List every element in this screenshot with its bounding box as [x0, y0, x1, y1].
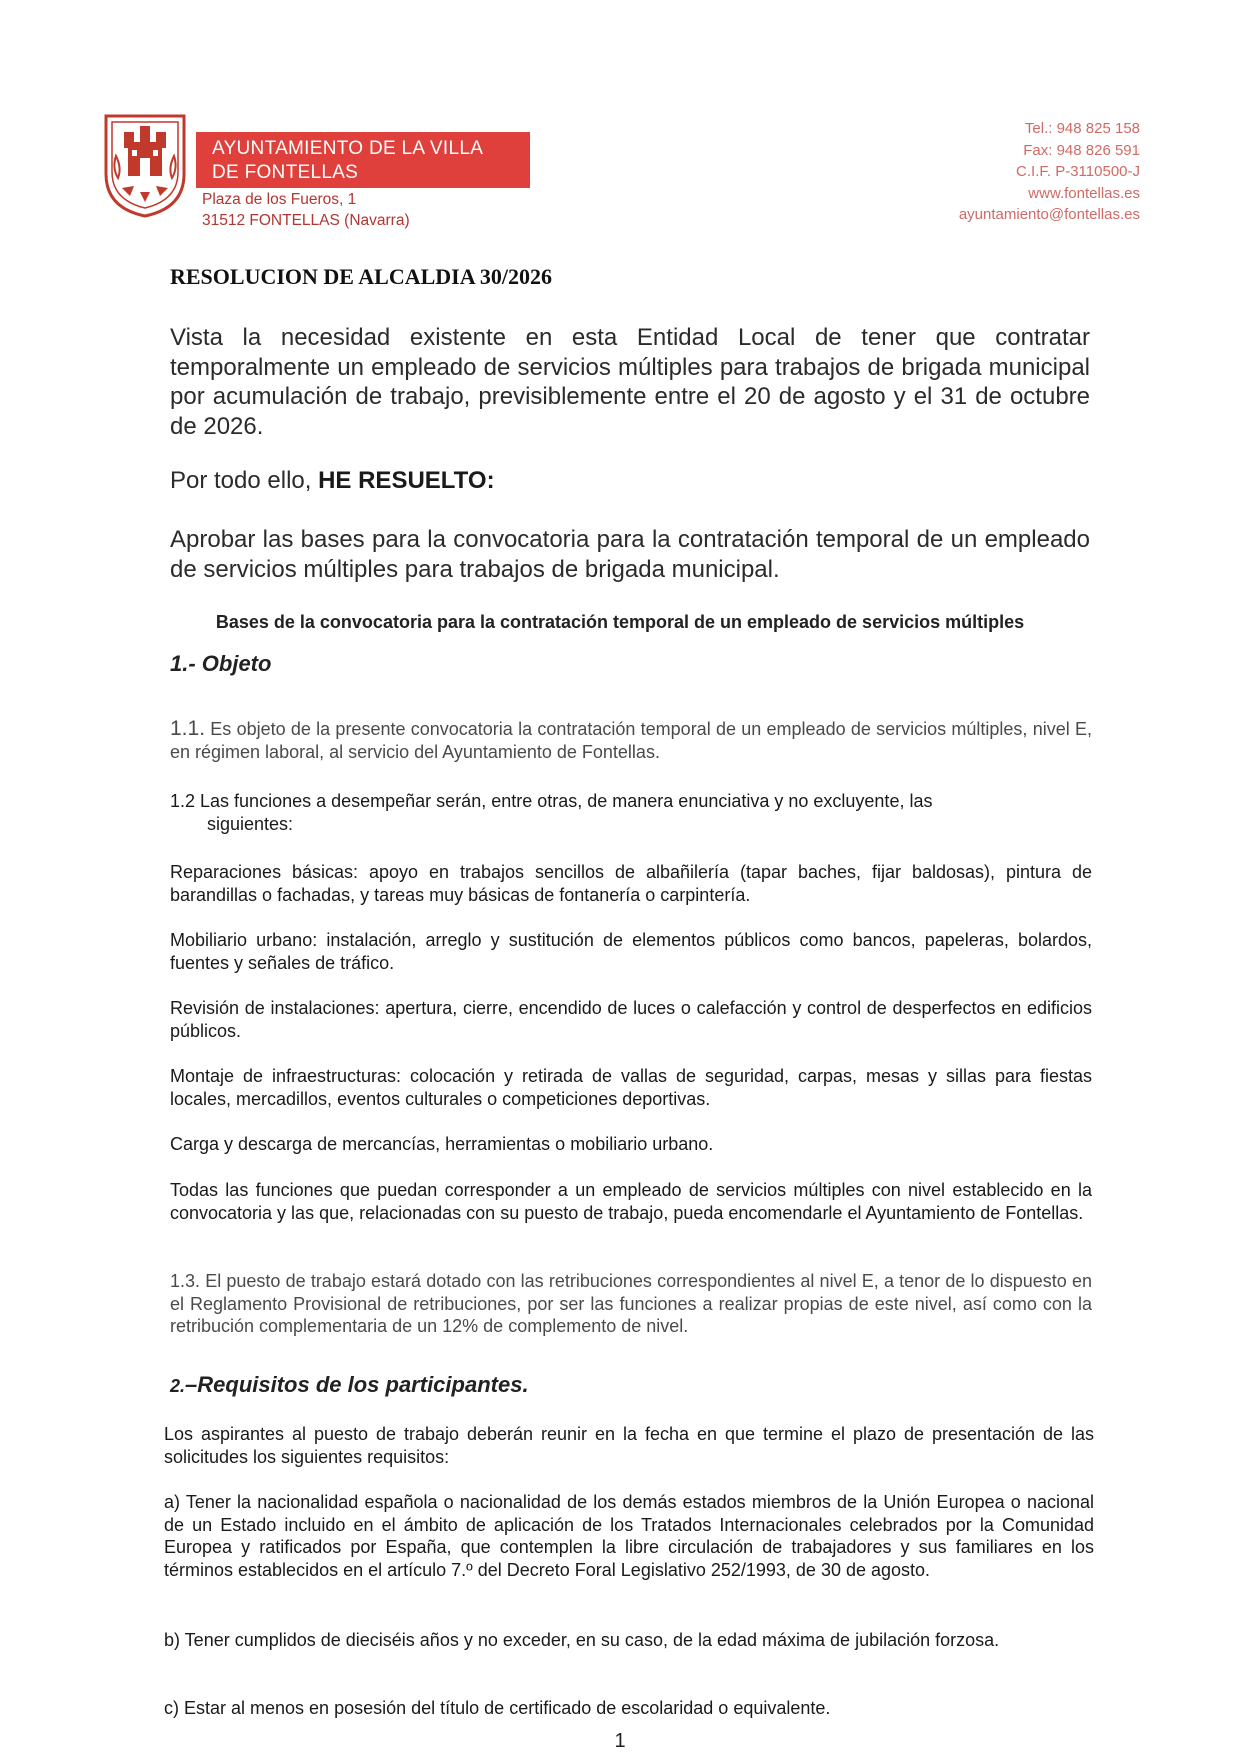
- email-link[interactable]: ayuntamiento@fontellas.es: [958, 206, 1140, 223]
- function-carga: Carga y descarga de mercancías, herramientas o mobiliario urbano.: [170, 1134, 714, 1154]
- function-revision: Revisión de instalaciones: apertura, cierre, encendido de luces o calefacción y control de desperfectos en edificios públicos.: [170, 998, 1092, 1041]
- function-montaje: Montaje de infraestructuras: colocación y retirada de vallas de seguridad, carpas, mesas y sillas para fiestas locales, mercadillos, eventos culturales o competiciones deportivas.: [170, 1066, 1092, 1109]
- intro-paragraph: Vista la necesidad existente en esta Entidad Local de tener que contratar temporalmente un empleado de servicios múltiples para trabajos de brigada municipal por acumulación de trabajo, previsiblemente entre el 20 de agosto y el 31 de octubre de 2026.: [170, 324, 1090, 440]
- org-name-line1: AYUNTAMIENTO DE LA VILLA: [212, 138, 484, 159]
- clause-1-2-line2: siguientes:: [207, 813, 294, 834]
- clause-1-2-line1: 1.2 Las funciones a desempeñar serán, entre otras, de manera enunciativa y no excluyente, las: [170, 791, 933, 811]
- org-banner: [196, 132, 530, 188]
- clause-1-1-text: Es objeto de la presente convocatoria la contratación temporal de un empleado de servicios múltiples, nivel E, en régimen laboral, al servicio del Ayuntamiento de Fontellas.: [170, 719, 1092, 762]
- requirement-a: a) Tener la nacionalidad española o nacionalidad de los demás estados miembros de la Unión Europea o nacional de un Estado incluido en el ámbito de aplicación de los Tratados Internacionales celebrados por la Comunidad Europea y ratificados por España, que contemplen la libre circulación de trabajadores y sus familiares en los términos establecidos en el artículo 7.º del Decreto Foral Legislativo 252/1993, de 30 de agosto.: [164, 1492, 1094, 1581]
- requirement-c: c) Estar al menos en posesión del título de certificado de escolaridad o equivalente.: [164, 1698, 831, 1718]
- fax: Fax: 948 826 591: [1023, 141, 1140, 159]
- phone: Tel.: 948 825 158: [1024, 120, 1140, 137]
- clause-1-1: [170, 718, 1092, 763]
- section2-heading-number: 2.: [170, 1376, 186, 1396]
- website-link[interactable]: www.fontellas.es: [1028, 184, 1140, 202]
- bases-title: Bases de la convocatoria para la contratación temporal de un empleado de servicios múltiples: [215, 612, 1025, 632]
- cif: C.I.F. P-3110500-J: [1016, 163, 1140, 180]
- clause-1-3: 1.3. El puesto de trabajo estará dotado con las retribuciones correspondientes al nivel E, a tenor de lo dispuesto en el Reglamento Provisional de retribuciones, por ser las funciones a realizar propias de este nivel, así como con la retribución complementaria de un 12% de complemento de nivel.: [170, 1271, 1092, 1337]
- resolve-prefix: Por todo ello,: [170, 467, 319, 494]
- function-todas: Todas las funciones que puedan corresponder a un empleado de servicios múltiples con nivel establecido en la convocatoria y las que, relacionadas con su puesto de trabajo, pueda encomendarle el Ayuntamiento de Fontellas.: [170, 1180, 1092, 1223]
- castle-crest-icon: [102, 112, 188, 220]
- approve-paragraph: Aprobar las bases para la convocatoria para la contratación temporal de un empleado de servicios múltiples para trabajos de brigada municipal.: [170, 526, 1090, 583]
- section2-heading-text: –Requisitos de los participantes.: [185, 1372, 529, 1397]
- requirement-b: b) Tener cumplidos de dieciséis años y no exceder, en su caso, de la edad máxima de jubilación forzosa.: [164, 1630, 1000, 1650]
- clause-1-1-number: 1.1.: [170, 717, 206, 740]
- address-line1: Plaza de los Fueros, 1: [202, 191, 357, 208]
- contact-block: [959, 118, 1140, 226]
- resolve-bold: HE RESUELTO:: [318, 467, 495, 494]
- function-reparaciones: Reparaciones básicas: apoyo en trabajos sencillos de albañilería (tapar baches, fijar baldosas), pintura de barandillas o fachadas, y tareas muy básicas de fontanería o carpintería.: [170, 862, 1092, 905]
- function-mobiliario: Mobiliario urbano: instalación, arreglo y sustitución de elementos públicos como bancos, papeleras, bolardos, fuentes y señales de tráfico.: [170, 930, 1092, 973]
- requirements-intro: Los aspirantes al puesto de trabajo deberán reunir en la fecha en que termine el plazo de presentación de las solicitudes los siguientes requisitos:: [164, 1424, 1094, 1467]
- section1-heading: 1.- Objeto: [170, 651, 272, 676]
- clause-1-2: [170, 790, 1092, 835]
- address-line2: 31512 FONTELLAS (Navarra): [202, 212, 410, 229]
- page-number: 1: [614, 1730, 626, 1752]
- org-name-line2: DE FONTELLAS: [212, 162, 359, 183]
- resolve-paragraph: [170, 466, 1090, 496]
- resolution-title: RESOLUCION DE ALCALDIA 30/2026: [170, 264, 553, 289]
- section2-heading: [170, 1372, 529, 1398]
